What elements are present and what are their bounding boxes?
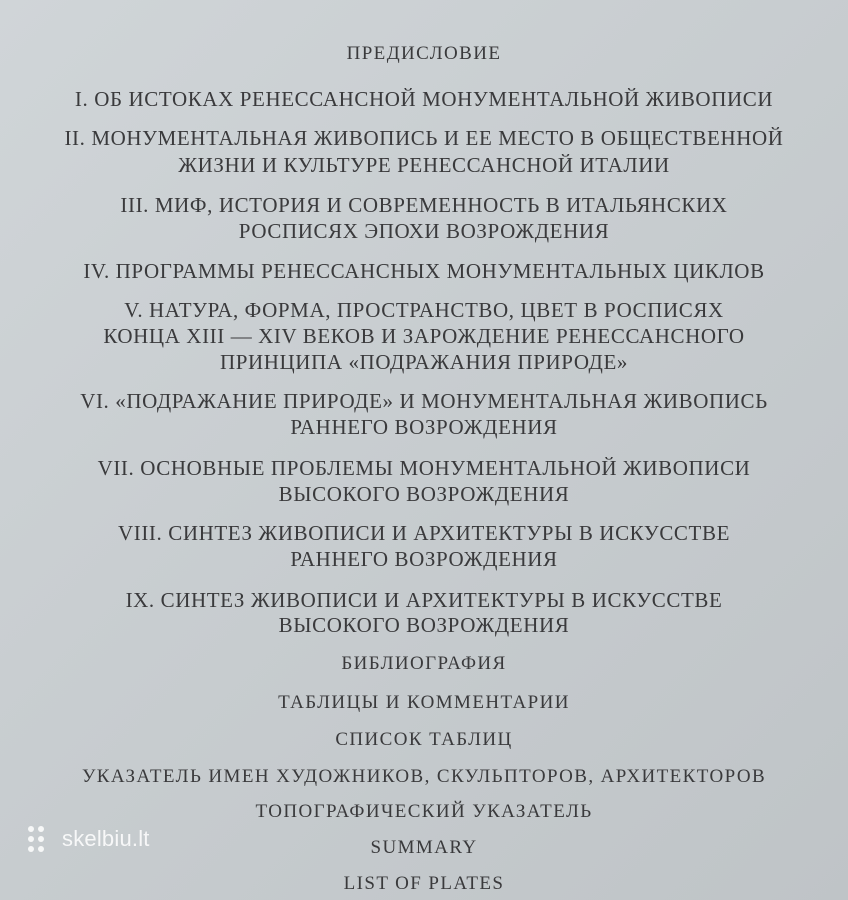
toc-chapter-3-line-1: III. МИФ, ИСТОРИЯ И СОВРЕМЕННОСТЬ В ИТАЛЬЯНСКИХ [120,193,728,217]
toc-chapter-6-line-2: РАННЕГО ВОЗРОЖДЕНИЯ [290,415,558,439]
toc-preface: ПРЕДИСЛОВИЕ [346,43,502,64]
toc-chapter-8-line-2: РАННЕГО ВОЗРОЖДЕНИЯ [290,547,558,571]
toc-index-topographic: ТОПОГРАФИЧЕСКИЙ УКАЗАТЕЛЬ [255,801,593,822]
toc-chapter-4: IV. ПРОГРАММЫ РЕНЕССАНСНЫХ МОНУМЕНТАЛЬНЫХ ЦИКЛОВ [83,259,765,283]
toc-chapter-2-line-2: ЖИЗНИ И КУЛЬТУРЕ РЕНЕССАНСНОЙ ИТАЛИИ [178,153,670,177]
watermark [28,826,150,852]
toc-bibliography: БИБЛИОГРАФИЯ [341,653,507,674]
toc-chapter-8-line-1: VIII. СИНТЕЗ ЖИВОПИСИ И АРХИТЕКТУРЫ В ИСКУССТВЕ [117,521,731,545]
toc-chapter-9-line-1: IX. СИНТЕЗ ЖИВОПИСИ И АРХИТЕКТУРЫ В ИСКУССТВЕ [125,588,723,612]
toc-chapter-5-line-1: V. НАТУРА, ФОРМА, ПРОСТРАНСТВО, ЦВЕТ В РОСПИСЯХ [124,298,724,322]
toc-tables-comments: ТАБЛИЦЫ И КОММЕНТАРИИ [278,692,570,713]
toc-chapter-2-line-1: II. МОНУМЕНТАЛЬНАЯ ЖИВОПИСЬ И ЕЕ МЕСТО В ОБЩЕСТВЕННОЙ [64,126,784,150]
toc-chapter-5-line-3: ПРИНЦИПА «ПОДРАЖАНИЯ ПРИРОДЕ» [219,350,629,374]
toc-list-tables: СПИСОК ТАБЛИЦ [335,729,513,750]
toc-chapter-7-line-1: VII. ОСНОВНЫЕ ПРОБЛЕМЫ МОНУМЕНТАЛЬНОЙ ЖИВОПИСИ [97,456,751,480]
toc-summary: SUMMARY [370,837,478,858]
toc-list-of-plates: LIST OF PLATES [343,873,505,894]
toc-chapter-6-line-1: VI. «ПОДРАЖАНИЕ ПРИРОДЕ» И МОНУМЕНТАЛЬНАЯ ЖИВОПИСЬ [80,389,768,413]
toc-chapter-1: I. ОБ ИСТОКАХ РЕНЕССАНСНОЙ МОНУМЕНТАЛЬНОЙ ЖИВОПИСИ [74,87,774,111]
toc-chapter-5-line-2: КОНЦА XIII — XIV ВЕКОВ И ЗАРОЖДЕНИЕ РЕНЕССАНСНОГО [103,324,745,348]
dots-logo-icon [28,826,54,852]
toc-chapter-9-line-2: ВЫСОКОГО ВОЗРОЖДЕНИЯ [278,613,570,637]
watermark-text: skelbiu.lt [62,826,150,851]
toc-chapter-3-line-2: РОСПИСЯХ ЭПОХИ ВОЗРОЖДЕНИЯ [238,219,610,243]
toc-chapter-7-line-2: ВЫСОКОГО ВОЗРОЖДЕНИЯ [278,482,570,506]
toc-index-names: УКАЗАТЕЛЬ ИМЕН ХУДОЖНИКОВ, СКУЛЬПТОРОВ, АРХИТЕКТОРОВ [81,766,767,787]
